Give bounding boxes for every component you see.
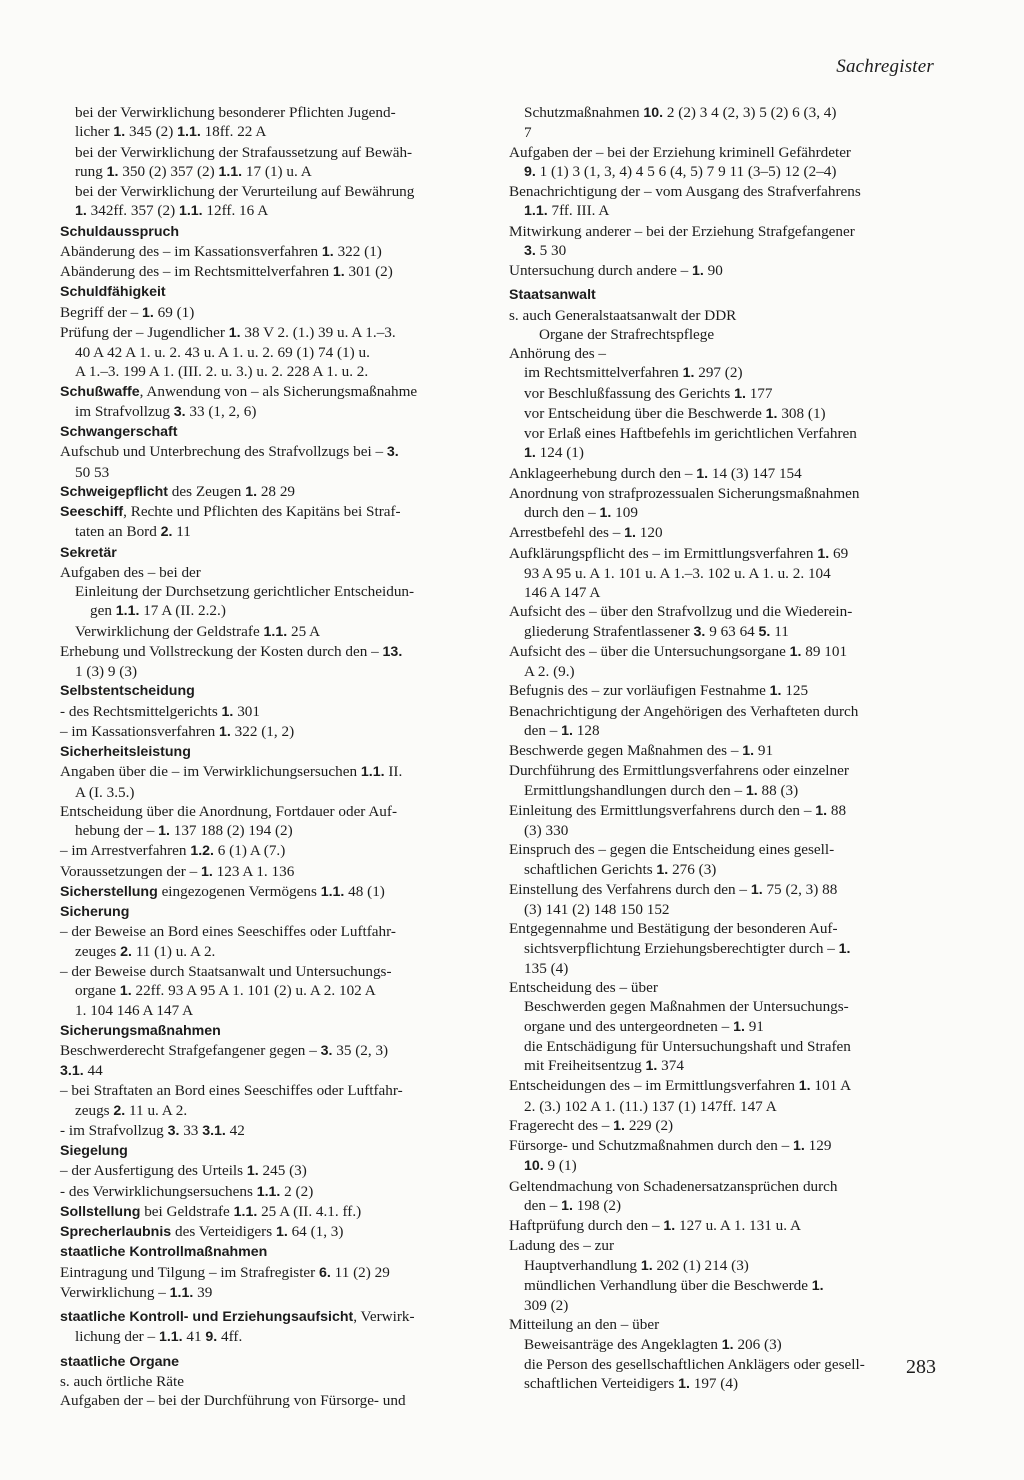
index-entry-line: Schuldfähigkeit	[60, 284, 166, 301]
index-entry-line: Mitwirkung anderer – bei der Erziehung Strafgefangener	[509, 222, 855, 240]
index-entry-line: zeuges 2. 11 (1) u. A 2.	[75, 942, 216, 960]
index-entry-line: Beschwerden gegen Maßnahmen der Untersuchungs-	[524, 998, 849, 1016]
index-entry-line: Aufgaben der – bei der Durchführung von Fürsorge- und	[60, 1392, 406, 1409]
index-entry-line: Benachrichtigung der Angehörigen des Verhafteten durch	[509, 702, 859, 720]
index-entry-line: bei der Verwirklichung der Strafaussetzung auf Bewäh-	[75, 143, 413, 161]
index-entry-line: Entgegennahme und Bestätigung der besonderen Auf-	[509, 920, 838, 938]
index-entry-line: lichung der – 1.1. 41 9. 4ff.	[75, 1328, 243, 1346]
index-entry-line: Verwirklichung – 1.1. 39	[60, 1283, 213, 1301]
index-entry-line: Sollstellung bei Geldstrafe 1.1. 25 A (II. 4.1. ff.)	[60, 1202, 362, 1220]
index-entry-line: staatliche Organe	[60, 1353, 180, 1370]
index-entry-line: Entscheidungen des – im Ermittlungsverfahren 1. 101 A	[509, 1077, 852, 1095]
index-entry-line: Begriff der – 1. 69 (1)	[60, 303, 195, 321]
index-entry-line: den – 1. 128	[524, 721, 600, 739]
index-entry-line: 1. 342ff. 357 (2) 1.1. 12ff. 16 A	[75, 202, 269, 220]
index-entry-line: rung 1. 350 (2) 357 (2) 1.1. 17 (1) u. A	[75, 162, 312, 180]
index-entry-line: licher 1. 345 (2) 1.1. 18ff. 22 A	[75, 123, 267, 141]
index-entry-line: Mitteilung an den – über	[509, 1316, 660, 1334]
index-entry-line: 1. 104 146 A 147 A	[75, 1002, 194, 1020]
index-entry-line: Durchführung des Ermittlungsverfahrens oder einzelner	[509, 762, 849, 780]
index-entry-line: mündlichen Verhandlung über die Beschwerde 1.	[524, 1276, 824, 1294]
index-entry-line: Beschwerde gegen Maßnahmen des – 1. 91	[509, 742, 774, 759]
index-entry-line: Einspruch des – gegen die Entscheidung eines gesell-	[509, 841, 835, 859]
index-entry-line: 1. 124 (1)	[524, 444, 584, 462]
index-entry-line: bei der Verwirklichung der Verurteilung auf Bewährung	[75, 183, 415, 200]
index-entry-line: Organe der Strafrechtspflege	[539, 325, 715, 343]
index-entry-line: 9. 1 (1) 3 (1, 3, 4) 4 5 6 (4, 5) 7 9 11 (3–5) 12 (2–4)	[524, 162, 837, 180]
index-entry-line: mit Freiheitsentzug 1. 374	[524, 1057, 684, 1074]
index-entry-line: s. auch örtliche Räte	[60, 1372, 184, 1390]
index-entry-line: Selbstentscheidung	[60, 683, 195, 700]
index-entry-line: Schwangerschaft	[60, 424, 178, 440]
index-entry-line: Sekretär	[60, 544, 117, 561]
index-entry-line: Aufklärungspflicht des – im Ermittlungsverfahren 1. 69	[509, 544, 849, 562]
index-entry-line: Schuldausspruch	[60, 223, 180, 240]
index-entry-line: im Strafvollzug 3. 33 (1, 2, 6)	[75, 402, 257, 420]
index-entry-line: durch den – 1. 109	[524, 504, 638, 521]
index-entry-line: – der Ausfertigung des Urteils 1. 245 (3)	[60, 1162, 307, 1180]
index-entry-line: gliederung Strafentlassener 3. 9 63 64 5. 11	[524, 622, 789, 640]
index-entry-line: Anhörung des –	[509, 345, 607, 362]
index-entry-line: 3.1. 44	[60, 1062, 103, 1079]
index-column-left	[60, 103, 484, 1410]
index-entry-line: - des Rechtsmittelgerichts 1. 301	[60, 702, 260, 720]
index-entry-line: den – 1. 198 (2)	[524, 1196, 622, 1214]
index-entry-line: Angaben über die – im Verwirklichungsersuchen 1.1. II.	[60, 763, 403, 781]
index-entry-line: Siegelung	[60, 1143, 128, 1159]
index-entry-line: A 1.–3. 199 A 1. (III. 2. u. 3.) u. 2. 228 A 1. u. 2.	[75, 363, 369, 381]
index-entry-line: 50 53	[75, 463, 110, 481]
index-entry-line: Aufschub und Unterbrechung des Strafvollzugs bei – 3.	[60, 443, 399, 461]
index-entry-line: Einleitung der Durchsetzung gerichtlicher Entscheidun-	[75, 583, 415, 600]
index-entry-line: staatliche Kontroll- und Erziehungsaufsicht, Verwirk-	[60, 1308, 415, 1325]
index-entry-line: 146 A 147 A	[524, 584, 601, 601]
index-entry-line: die Person des gesellschaftlichen Anklägers oder gesell-	[524, 1355, 865, 1373]
index-entry-line: Entscheidung über die Anordnung, Fortdauer oder Auf-	[60, 802, 398, 820]
index-entry-line: Fürsorge- und Schutzmaßnahmen durch den – 1. 129	[509, 1137, 832, 1154]
index-entry-line: die Entschädigung für Untersuchungshaft und Strafen	[524, 1037, 851, 1055]
index-entry-line: Aufgaben des – bei der	[60, 563, 201, 581]
index-entry-line: Sicherungsmaßnahmen	[60, 1022, 221, 1039]
index-entry-line: Haftprüfung durch den – 1. 127 u. A 1. 131 u. A	[509, 1217, 801, 1234]
index-entry-line: gen 1.1. 17 A (II. 2.2.)	[90, 602, 226, 620]
index-entry-line: staatliche Kontrollmaßnahmen	[60, 1244, 268, 1261]
index-entry-line: Staatsanwalt	[509, 287, 596, 304]
index-entry-line: 3. 5 30	[524, 241, 567, 259]
index-entry-line: 10. 9 (1)	[524, 1157, 577, 1175]
index-entry-line: Entscheidung des – über	[509, 979, 658, 996]
index-entry-line: Anordnung von strafprozessualen Sicherungsmaßnahmen	[509, 484, 860, 502]
index-entry-line: – bei Straftaten an Bord eines Seeschiffes oder Luftfahr-	[60, 1082, 403, 1100]
index-entry-line: schaftlichen Verteidigers 1. 197 (4)	[524, 1375, 739, 1392]
index-entry-line: vor Beschlußfassung des Gerichts 1. 177	[524, 384, 773, 402]
index-entry-line: Verwirklichung der Geldstrafe 1.1. 25 A	[75, 622, 321, 640]
index-entry-line: Anklageerhebung durch den – 1. 14 (3) 147 154	[509, 464, 802, 482]
index-entry-line: – der Beweise durch Staatsanwalt und Untersuchungs-	[60, 962, 392, 980]
index-entry-line: Untersuchung durch andere – 1. 90	[509, 262, 723, 279]
index-entry-line: vor Entscheidung über die Beschwerde 1. 308 (1)	[524, 404, 826, 422]
index-entry-line: Sicherheitsleistung	[60, 744, 191, 760]
index-entry-line: vor Erlaß eines Haftbefehls im gerichtlichen Verfahren	[524, 425, 857, 442]
index-entry-line: s. auch Generalstaatsanwalt der DDR	[509, 306, 737, 324]
index-entry-line: 7	[524, 124, 532, 142]
running-header: Sachregister	[836, 56, 934, 77]
index-entry-line: A (I. 3.5.)	[75, 783, 135, 801]
index-entry-line: Aufgaben der – bei der Erziehung kriminell Gefährdeter	[509, 143, 851, 161]
index-entry-line: Fragerecht des – 1. 229 (2)	[509, 1116, 674, 1134]
index-entry-line: Hauptverhandlung 1. 202 (1) 214 (3)	[524, 1256, 749, 1274]
index-entry-line: Prüfung der – Jugendlicher 1. 38 V 2. (1.) 39 u. A 1.–3.	[60, 323, 396, 341]
index-entry-line: - des Verwirklichungsersuchens 1.1. 2 (2)	[60, 1182, 314, 1200]
index-entry-line: 2. (3.) 102 A 1. (11.) 137 (1) 147ff. 147 A	[524, 1097, 777, 1115]
index-entry-line: Geltendmachung von Schadenersatzansprüchen durch	[509, 1177, 838, 1195]
index-entry-line: 309 (2)	[524, 1297, 569, 1314]
index-entry-line: – im Kassationsverfahren 1. 322 (1, 2)	[60, 722, 295, 740]
index-entry-line: Seeschiff, Rechte und Pflichten des Kapitäns bei Straf-	[60, 503, 401, 520]
index-entry-line: 93 A 95 u. A 1. 101 u. A 1.–3. 102 u. A 1. u. 2. 104	[524, 564, 831, 582]
index-entry-line: organe und des untergeordneten – 1. 91	[524, 1017, 764, 1035]
index-entry-line: Befugnis des – zur vorläufigen Festnahme 1. 125	[509, 682, 809, 700]
index-entry-line: zeugs 2. 11 u. A 2.	[75, 1101, 188, 1119]
index-entry-line: Einleitung des Ermittlungsverfahrens durch den – 1. 88	[509, 801, 847, 819]
index-entry-line: schaftlichen Gerichts 1. 276 (3)	[524, 860, 717, 878]
index-entry-line: Sicherstellung eingezogenen Vermögens 1.1. 48 (1)	[60, 882, 385, 900]
index-entry-line: organe 1. 22ff. 93 A 95 A 1. 101 (2) u. A 2. 102 A	[75, 982, 376, 999]
index-entry-line: sichtsverpflichtung Erziehungsberechtigter durch – 1.	[524, 939, 851, 957]
index-entry-line: Beweisanträge des Angeklagten 1. 206 (3)	[524, 1335, 782, 1353]
index-entry-line: – im Arrestverfahren 1.2. 6 (1) A (7.)	[60, 842, 286, 860]
index-entry-line: A 2. (9.)	[524, 663, 575, 680]
index-entry-line: Erhebung und Vollstreckung der Kosten durch den – 13.	[60, 642, 403, 660]
index-entry-line: Aufsicht des – über den Strafvollzug und die Wiederein-	[509, 603, 853, 621]
index-entry-line: Einstellung des Verfahrens durch den – 1. 75 (2, 3) 88	[509, 880, 838, 898]
index-entry-line: Beschwerderecht Strafgefangener gegen – 3. 35 (2, 3)	[60, 1041, 389, 1059]
index-entry-line: Abänderung des – im Rechtsmittelverfahren 1. 301 (2)	[60, 263, 393, 280]
index-entry-line: - im Strafvollzug 3. 33 3.1. 42	[60, 1121, 245, 1139]
index-entry-line: bei der Verwirklichung besonderer Pflichten Jugend-	[75, 104, 396, 121]
index-entry-line: im Rechtsmittelverfahren 1. 297 (2)	[524, 364, 743, 382]
index-entry-line: Eintragung und Tilgung – im Strafregister 6. 11 (2) 29	[60, 1263, 390, 1281]
index-entry-line: Schutzmaßnahmen 10. 2 (2) 3 4 (2, 3) 5 (2) 6 (3, 4)	[524, 104, 837, 121]
index-entry-line: Ladung des – zur	[509, 1237, 615, 1255]
index-entry-line: hebung der – 1. 137 188 (2) 194 (2)	[75, 822, 293, 839]
index-entry-line: (3) 141 (2) 148 150 152	[524, 901, 670, 918]
index-entry-line: Schweigepflicht des Zeugen 1. 28 29	[60, 482, 295, 500]
index-entry-line: – der Beweise an Bord eines Seeschiffes oder Luftfahr-	[60, 923, 396, 941]
index-entry-line: Abänderung des – im Kassationsverfahren 1. 322 (1)	[60, 242, 382, 260]
index-entry-line: Sicherung	[60, 904, 130, 920]
index-entry-line: 1.1. 7ff. III. A	[524, 202, 610, 220]
index-entry-line: Voraussetzungen der – 1. 123 A 1. 136	[60, 862, 295, 880]
index-entry-line: 40 A 42 A 1. u. 2. 43 u. A 1. u. 2. 69 (1) 74 (1) u.	[75, 344, 370, 361]
index-entry-line: 135 (4)	[524, 959, 569, 977]
index-entry-line: Sprecherlaubnis des Verteidigers 1. 64 (1, 3)	[60, 1223, 344, 1240]
index-entry-line: (3) 330	[524, 822, 569, 839]
index-entry-line: 1 (3) 9 (3)	[75, 663, 137, 680]
index-entry-line: Ermittlungshandlungen durch den – 1. 88 (3)	[524, 781, 799, 799]
index-column-right	[509, 103, 941, 1394]
index-entry-line: Aufsicht des – über die Untersuchungsorgane 1. 89 101	[509, 642, 848, 660]
index-entry-line: taten an Bord 2. 11	[75, 523, 191, 541]
index-entry-line: Arrestbefehl des – 1. 120	[509, 524, 663, 542]
page-number: 283	[906, 1356, 936, 1378]
index-entry-line: Benachrichtigung der – vom Ausgang des Strafverfahrens	[509, 183, 861, 200]
index-entry-line: Schußwaffe, Anwendung von – als Sicherungsmaßnahme	[60, 382, 418, 400]
